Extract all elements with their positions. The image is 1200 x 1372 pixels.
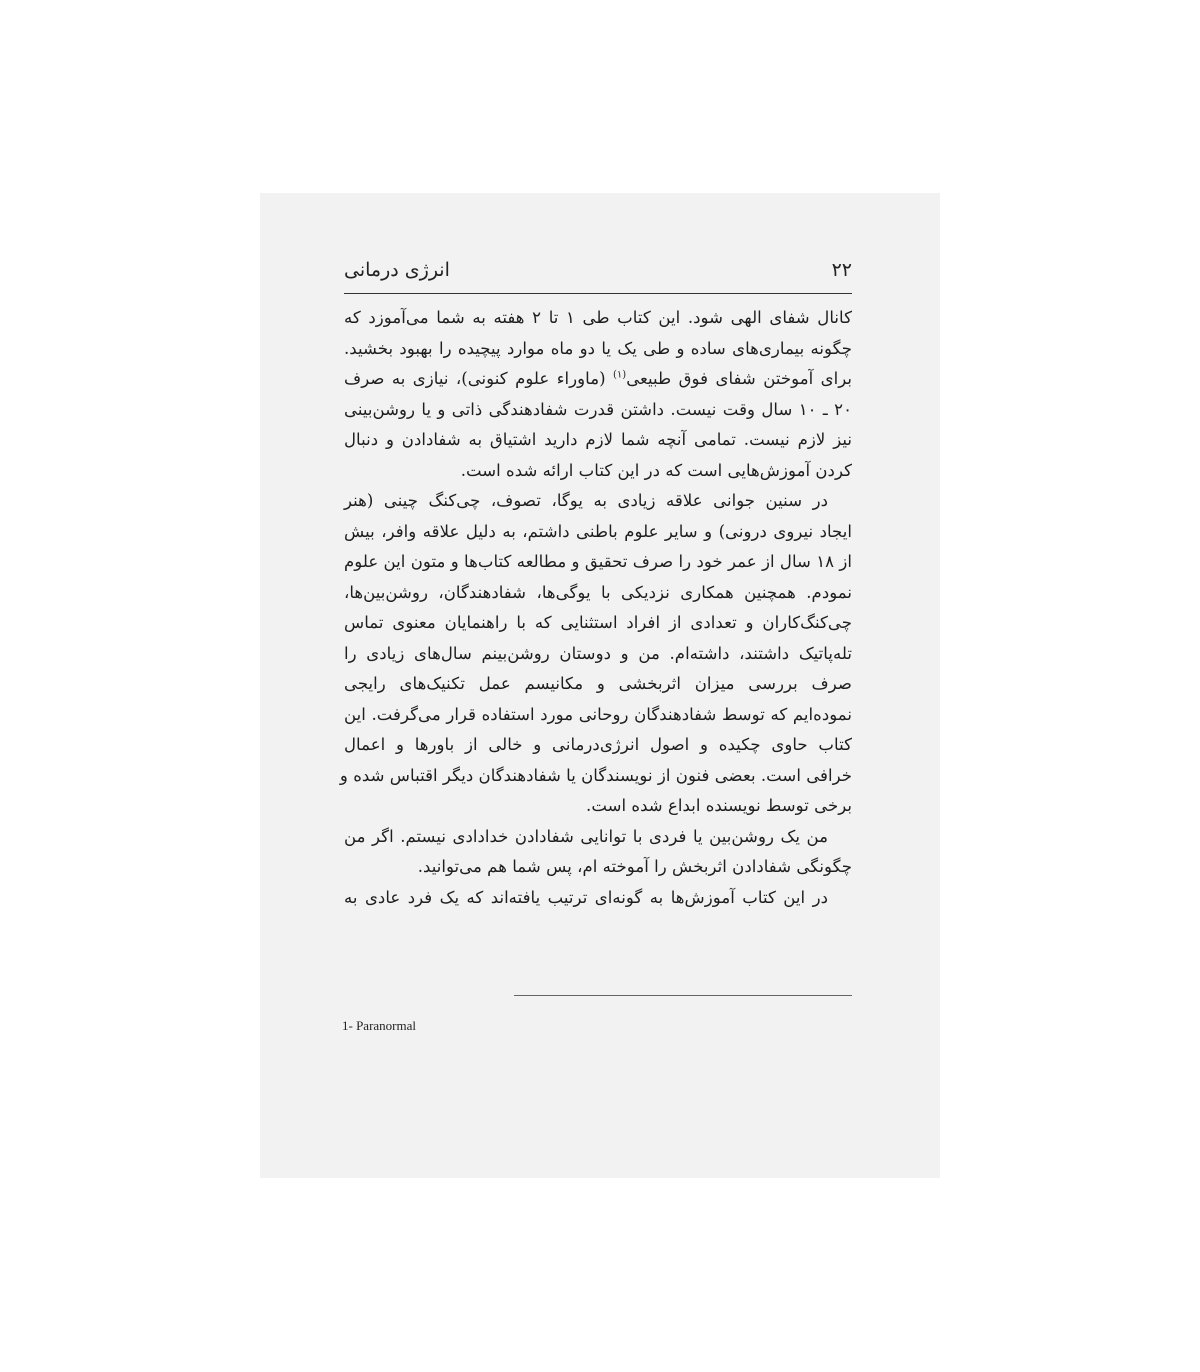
text-line: ۲۰ ـ ۱۰ سال وقت نیست. داشتن قدرت شفادهندگی ذاتی و یا روشن‌بینی	[344, 399, 852, 419]
text-line: کردن آموزش‌هایی است که در این کتاب ارائه شده است.	[460, 460, 852, 480]
page-number: ۲۲	[831, 259, 852, 281]
text-fragment: (ماوراء علوم کنونی)، نیازی به صرف	[344, 369, 606, 388]
body-text	[339, 303, 852, 913]
text-fragment: برای آموختن شفای فوق طبیعی	[626, 369, 852, 388]
header-rule	[344, 293, 852, 294]
text-line: کتاب حاوی چکیده و اصول انرژی‌درمانی و خالی از باورها و اعمال	[344, 735, 852, 754]
text-line: نمودم. همچنین همکاری نزدیکی با یوگی‌ها، شفادهندگان، روشن‌بین‌ها،	[344, 582, 852, 602]
text-line: صرف بررسی میزان اثربخشی و مکانیسم عمل تکنیک‌های رایجی	[344, 674, 852, 693]
text-line: نموده‌ایم که توسط شفادهندگان روحانی مورد استفاده قرار می‌گرفت. این	[344, 704, 852, 724]
book-title: انرژی درمانی	[344, 259, 450, 281]
footnote-rule	[514, 995, 852, 996]
text-line: از ۱۸ سال از عمر خود را صرف تحقیق و مطالعه کتاب‌ها و متون این علوم	[344, 552, 852, 571]
paragraph-3	[344, 822, 852, 883]
book-page	[260, 193, 940, 1178]
text-line: من یک روشن‌بین یا فردی با توانایی شفادادن خدادادی نیستم. اگر من	[344, 826, 828, 846]
paragraph-4	[344, 883, 852, 914]
paragraph-2	[339, 486, 852, 822]
text-line: تله‌پاتیک داشتند، داشته‌ام. من و دوستان روشن‌بینم سال‌های زیادی را	[344, 643, 852, 663]
text-line: کانال شفای الهی شود. این کتاب طی ۱ تا ۲ هفته به شما می‌آموزد که	[344, 308, 852, 327]
text-line: چگونگی شفادادن اثربخش را آموخته ام، پس شما هم می‌توانید.	[417, 857, 852, 876]
paragraph-1	[344, 303, 852, 486]
text-line: در سنین جوانی علاقه زیادی به یوگا، تصوف، چی‌کنگ چینی (هنر	[344, 491, 828, 510]
text-line: برخی توسط نویسنده ابداع شده است.	[586, 796, 852, 815]
text-line	[344, 364, 852, 395]
text-line: ایجاد نیروی درونی) و سایر علوم باطنی داشتم، به دلیل علاقه وافر، بیش	[344, 521, 852, 541]
text-line: خرافی است. بعضی فنون از نویسندگان یا شفادهندگان دیگر اقتباس شده و	[339, 765, 852, 785]
footnote: 1- Paranormal	[342, 1018, 417, 1033]
running-head	[344, 259, 852, 289]
text-line: در این کتاب آموزش‌ها به گونه‌ای ترتیب یافته‌اند که یک فرد عادی به	[344, 887, 828, 907]
text-line: چی‌کنگ‌کاران و تعدادی از افراد استثنایی که با راهنمایان معنوی تماس	[344, 613, 852, 632]
text-line: نیز لازم نیست. تمامی آنچه شما لازم دارید اشتیاق به شفادادن و دنبال	[344, 430, 852, 449]
text-line: چگونه بیماری‌های ساده و طی یک یا دو ماه موارد پیچیده را بهبود بخشید.	[344, 338, 852, 358]
footnote-marker: (۱)	[613, 369, 627, 381]
